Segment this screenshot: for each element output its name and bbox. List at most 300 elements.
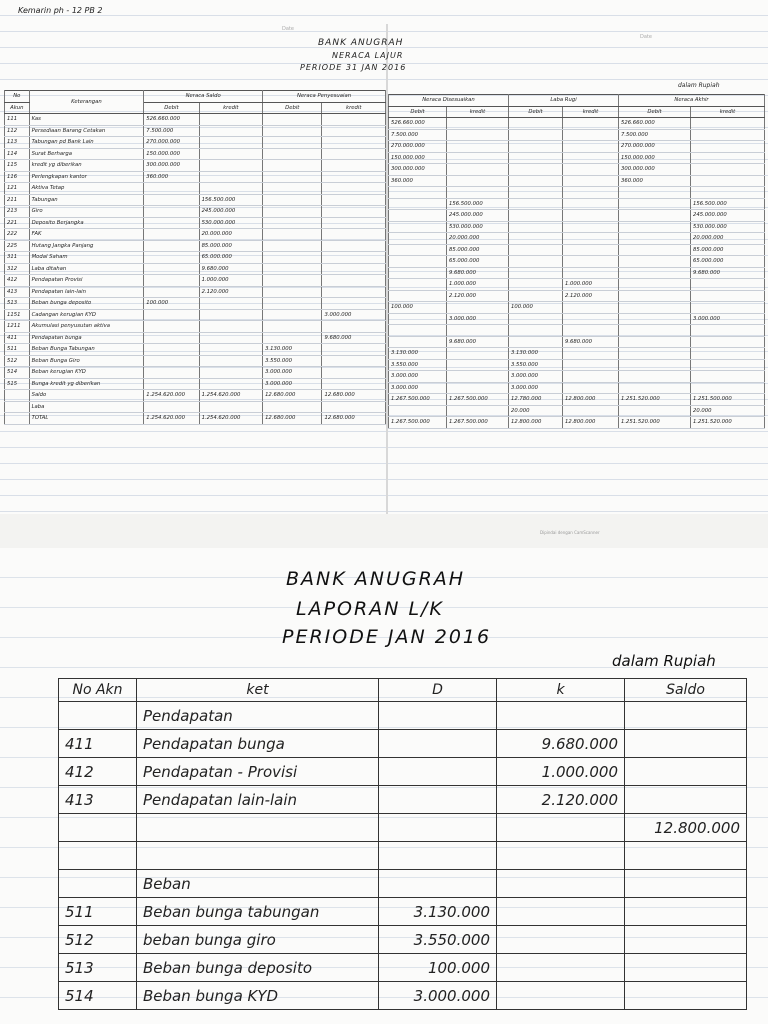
nad-cell — [619, 313, 691, 325]
worksheet-row — [5, 183, 386, 195]
lrd-cell — [509, 198, 563, 210]
account-no-cell: 114 — [5, 148, 30, 160]
worksheet-row — [389, 164, 765, 176]
account-no-cell: 116 — [5, 171, 30, 183]
lk-debit-cell: 3.000.000 — [379, 982, 497, 1010]
ay-kredit-cell — [322, 125, 386, 137]
lrd-cell: 3.000.000 — [509, 371, 563, 383]
nad-cell — [619, 325, 691, 337]
ay-kredit-cell — [322, 114, 386, 126]
ns-debit-cell: 526.660.000 — [144, 114, 199, 126]
nak-cell — [691, 118, 765, 130]
ay-debit-cell — [263, 206, 322, 218]
lrk-cell — [563, 210, 619, 222]
nak-cell: 156.500.000 — [691, 198, 765, 210]
ns-debit-cell — [144, 240, 199, 252]
lk-debit-cell — [379, 758, 497, 786]
ay-kredit-cell — [322, 206, 386, 218]
blank-cell — [5, 390, 30, 402]
ns-debit-cell — [144, 183, 199, 195]
ndk-cell — [447, 164, 509, 176]
ay-debit-cell — [263, 148, 322, 160]
nak-cell: 65.000.000 — [691, 256, 765, 268]
total-nad-cell: 1.251.520.000 — [619, 417, 691, 429]
description-cell: Modal Saham — [29, 252, 144, 264]
lrd-cell — [509, 290, 563, 302]
worksheet-row — [5, 160, 386, 172]
ns-kredit-cell: 530.000.000 — [199, 217, 263, 229]
total-ndd-cell: 1.267.500.000 — [389, 417, 447, 429]
ay-kredit-cell: 3.000.000 — [322, 309, 386, 321]
account-no-cell: 121 — [5, 183, 30, 195]
ws-title-1: BANK ANUGRAH — [318, 38, 404, 48]
income-row — [59, 842, 747, 870]
lrd-cell — [509, 279, 563, 291]
lk-title-3: PERIODE JAN 2016 — [282, 626, 492, 648]
description-cell: Surat Berharga — [29, 148, 144, 160]
laba-row — [5, 401, 386, 413]
lk-saldo-cell — [625, 702, 747, 730]
ns-kredit-cell: 20.000.000 — [199, 229, 263, 241]
worksheet-row — [5, 229, 386, 241]
worksheet-row — [5, 217, 386, 229]
ndk-cell — [447, 152, 509, 164]
ay-kredit-cell — [322, 183, 386, 195]
lrk-cell — [563, 152, 619, 164]
hdr-nd-kredit: kredit — [447, 106, 509, 118]
ws-title-2: NERACA LAJUR — [332, 51, 404, 60]
lk-debit-cell — [379, 814, 497, 842]
nad-cell — [619, 233, 691, 245]
lrk-cell — [563, 175, 619, 187]
ndk-cell — [447, 325, 509, 337]
ndd-cell — [389, 267, 447, 279]
ns-kredit-cell — [199, 355, 263, 367]
lk-kredit-cell — [497, 870, 625, 898]
nak-cell: 245.000.000 — [691, 210, 765, 222]
description-cell: Persediaan Barang Cetakan — [29, 125, 144, 137]
nad-cell — [619, 382, 691, 394]
lk-saldo-cell — [625, 926, 747, 954]
ndk-cell: 9.680.000 — [447, 336, 509, 348]
scanner-watermark: Dipindai dengan CamScanner — [540, 530, 600, 535]
nak-cell: 3.000.000 — [691, 313, 765, 325]
lrk-cell — [563, 325, 619, 337]
blank-cell — [5, 413, 30, 425]
ws-currency: dalam Rupiah — [678, 82, 720, 89]
ndk-cell: 1.000.000 — [447, 279, 509, 291]
worksheet-row — [5, 148, 386, 160]
ay-kredit-cell — [322, 217, 386, 229]
nak-cell — [691, 129, 765, 141]
lk-kredit-cell — [497, 926, 625, 954]
ns-debit-cell — [144, 344, 199, 356]
ndk-cell: 65.000.000 — [447, 256, 509, 268]
ay-debit-cell: 3.000.000 — [263, 367, 322, 379]
lk-akun-cell — [59, 870, 137, 898]
ay-kredit-cell — [322, 321, 386, 333]
hdr-ns-kredit: kredit — [199, 102, 263, 114]
ndd-cell: 526.660.000 — [389, 118, 447, 130]
lk-saldo-cell: 12.800.000 — [625, 814, 747, 842]
ay-debit-cell — [263, 332, 322, 344]
lk-hdr-ket: ket — [137, 679, 379, 702]
lrd-cell: 3.000.000 — [509, 382, 563, 394]
lk-akun-cell: 511 — [59, 898, 137, 926]
lk-title-2: LAPORAN L/K — [296, 598, 444, 620]
ndk-cell — [447, 141, 509, 153]
hdr-no: No — [5, 91, 30, 103]
ndd-cell — [389, 256, 447, 268]
account-no-cell: 222 — [5, 229, 30, 241]
lk-kredit-cell: 2.120.000 — [497, 786, 625, 814]
total-row — [5, 413, 386, 425]
worksheet-row — [389, 279, 765, 291]
hdr-ay-kredit: kredit — [322, 102, 386, 114]
lk-kredit-cell — [497, 954, 625, 982]
lrk-cell — [563, 359, 619, 371]
ns-kredit-cell — [199, 309, 263, 321]
lrd-cell — [509, 267, 563, 279]
worksheet-row — [389, 187, 765, 199]
ay-debit-cell — [263, 321, 322, 333]
worksheet-row — [5, 194, 386, 206]
ns-debit-cell — [144, 286, 199, 298]
description-cell: FAK — [29, 229, 144, 241]
ay-kredit-cell: 9.680.000 — [322, 332, 386, 344]
nak-cell — [691, 325, 765, 337]
description-cell: Tabungan — [29, 194, 144, 206]
income-row — [59, 954, 747, 982]
laba-row — [389, 405, 765, 417]
account-no-cell: 515 — [5, 378, 30, 390]
worksheet-row — [389, 359, 765, 371]
lk-ket-cell — [137, 842, 379, 870]
ay-debit-cell: 3.550.000 — [263, 355, 322, 367]
ay-debit-cell — [263, 298, 322, 310]
worksheet-row — [389, 244, 765, 256]
ay-debit-cell — [263, 286, 322, 298]
lk-currency: dalam Rupiah — [612, 652, 716, 670]
ay-kredit-cell — [322, 160, 386, 172]
ns-debit-cell: 300.000.000 — [144, 160, 199, 172]
ns-kredit-cell: 1.000.000 — [199, 275, 263, 287]
ndk-cell: 20.000.000 — [447, 233, 509, 245]
ndd-cell — [389, 244, 447, 256]
ay-kredit-cell — [322, 148, 386, 160]
laba-nad-cell — [619, 405, 691, 417]
account-no-cell: 514 — [5, 367, 30, 379]
ndd-cell: 360.000 — [389, 175, 447, 187]
ndd-cell: 3.130.000 — [389, 348, 447, 360]
lrd-cell — [509, 152, 563, 164]
nad-cell — [619, 198, 691, 210]
nad-cell — [619, 336, 691, 348]
description-cell: Akumulasi penyusutan aktiva — [29, 321, 144, 333]
ay-debit-cell — [263, 229, 322, 241]
nad-cell — [619, 221, 691, 233]
lk-saldo-cell — [625, 870, 747, 898]
ns-kredit-cell: 9.680.000 — [199, 263, 263, 275]
lk-akun-cell: 413 — [59, 786, 137, 814]
ndk-cell: 2.120.000 — [447, 290, 509, 302]
nad-cell — [619, 290, 691, 302]
saldo-ayk-cell: 12.680.000 — [322, 390, 386, 402]
account-no-cell: 221 — [5, 217, 30, 229]
ndd-cell: 150.000.000 — [389, 152, 447, 164]
lrk-cell — [563, 118, 619, 130]
worksheet-row — [5, 263, 386, 275]
account-no-cell: 412 — [5, 275, 30, 287]
lrd-cell — [509, 256, 563, 268]
worksheet-row — [5, 252, 386, 264]
worksheet-row — [389, 210, 765, 222]
saldo-nsd-cell: 1.254.620.000 — [144, 390, 199, 402]
ndk-cell: 85.000.000 — [447, 244, 509, 256]
nak-cell: 20.000.000 — [691, 233, 765, 245]
lk-ket-cell: Pendapatan — [137, 702, 379, 730]
lk-saldo-cell — [625, 982, 747, 1010]
account-no-cell: 1211 — [5, 321, 30, 333]
worksheet-row — [5, 321, 386, 333]
laba-label-cell: Laba — [29, 401, 144, 413]
worksheet-row — [5, 309, 386, 321]
lrk-cell — [563, 302, 619, 314]
account-no-cell: 513 — [5, 298, 30, 310]
lk-akun-cell: 514 — [59, 982, 137, 1010]
nad-cell: 150.000.000 — [619, 152, 691, 164]
ay-debit-cell — [263, 275, 322, 287]
worksheet-row — [389, 313, 765, 325]
ns-debit-cell — [144, 378, 199, 390]
lk-kredit-cell: 1.000.000 — [497, 758, 625, 786]
saldo-nad-cell: 1.251.520.000 — [619, 394, 691, 406]
account-no-cell: 112 — [5, 125, 30, 137]
lk-hdr-saldo: Saldo — [625, 679, 747, 702]
lrd-cell — [509, 233, 563, 245]
ay-kredit-cell — [322, 298, 386, 310]
lrk-cell — [563, 267, 619, 279]
hdr-neraca-akhir: Neraca Akhir — [619, 95, 765, 107]
description-cell: Beban Bunga Giro — [29, 355, 144, 367]
income-row — [59, 898, 747, 926]
ws-title-3: PERIODE 31 JAN 2016 — [300, 63, 407, 72]
ns-kredit-cell — [199, 125, 263, 137]
worksheet-row — [389, 198, 765, 210]
lrd-cell: 3.130.000 — [509, 348, 563, 360]
hdr-lr-kredit: kredit — [563, 106, 619, 118]
description-cell: Hutang Jangka Panjang — [29, 240, 144, 252]
description-cell: Beban bunga deposito — [29, 298, 144, 310]
ay-debit-cell — [263, 217, 322, 229]
ns-debit-cell: 100.000 — [144, 298, 199, 310]
ns-kredit-cell — [199, 298, 263, 310]
laba-nsd-cell — [144, 401, 199, 413]
ns-debit-cell — [144, 309, 199, 321]
saldo-ayd-cell: 12.680.000 — [263, 390, 322, 402]
ns-debit-cell — [144, 206, 199, 218]
ns-kredit-cell: 156.500.000 — [199, 194, 263, 206]
worksheet-row — [5, 137, 386, 149]
ns-kredit-cell — [199, 148, 263, 160]
nad-cell: 300.000.000 — [619, 164, 691, 176]
laba-lrk-cell — [563, 405, 619, 417]
lk-ket-cell: Beban bunga tabungan — [137, 898, 379, 926]
nak-cell — [691, 187, 765, 199]
ndk-cell — [447, 118, 509, 130]
nak-cell — [691, 290, 765, 302]
lrk-cell — [563, 244, 619, 256]
ndd-cell — [389, 210, 447, 222]
lk-hdr-debit: D — [379, 679, 497, 702]
worksheet-row — [389, 141, 765, 153]
date-label: Date — [282, 26, 294, 32]
total-row — [389, 417, 765, 429]
hdr-akun: Akun — [5, 102, 30, 114]
lrd-cell — [509, 325, 563, 337]
ns-debit-cell — [144, 275, 199, 287]
nak-cell: 9.680.000 — [691, 267, 765, 279]
saldo-ndd-cell: 1.267.500.000 — [389, 394, 447, 406]
ndk-cell — [447, 382, 509, 394]
worksheet-row — [5, 344, 386, 356]
income-statement-table — [58, 678, 747, 1010]
worksheet-row — [5, 171, 386, 183]
lrd-cell — [509, 164, 563, 176]
description-cell: Pendapatan bunga — [29, 332, 144, 344]
lk-kredit-cell — [497, 842, 625, 870]
lrd-cell — [509, 141, 563, 153]
income-row — [59, 926, 747, 954]
ay-kredit-cell — [322, 355, 386, 367]
lrd-cell — [509, 221, 563, 233]
lrk-cell — [563, 371, 619, 383]
ns-kredit-cell — [199, 137, 263, 149]
ndk-cell — [447, 371, 509, 383]
lk-saldo-cell — [625, 730, 747, 758]
worksheet-row — [5, 355, 386, 367]
lrk-cell — [563, 187, 619, 199]
nak-cell — [691, 348, 765, 360]
lk-debit-cell — [379, 786, 497, 814]
lk-akun-cell — [59, 814, 137, 842]
ndk-cell: 3.000.000 — [447, 313, 509, 325]
ndd-cell — [389, 221, 447, 233]
saldo-row — [389, 394, 765, 406]
blank-cell — [5, 401, 30, 413]
worksheet-row — [5, 298, 386, 310]
lk-debit-cell: 3.550.000 — [379, 926, 497, 954]
worksheet-row — [5, 240, 386, 252]
ay-debit-cell: 3.130.000 — [263, 344, 322, 356]
ns-kredit-cell: 245.000.000 — [199, 206, 263, 218]
ay-kredit-cell — [322, 344, 386, 356]
nad-cell — [619, 256, 691, 268]
ns-debit-cell: 7.500.000 — [144, 125, 199, 137]
worksheet-row — [389, 336, 765, 348]
saldo-label-cell: Saldo — [29, 390, 144, 402]
worksheet-row — [5, 206, 386, 218]
lrk-cell — [563, 382, 619, 394]
lrd-cell — [509, 129, 563, 141]
ndk-cell: 156.500.000 — [447, 198, 509, 210]
lrd-cell — [509, 244, 563, 256]
nad-cell: 526.660.000 — [619, 118, 691, 130]
lk-saldo-cell — [625, 758, 747, 786]
worksheet-row — [5, 367, 386, 379]
lrd-cell — [509, 118, 563, 130]
hdr-ay-debit: Debit — [263, 102, 322, 114]
total-nsk-cell: 1.254.620.000 — [199, 413, 263, 425]
lk-debit-cell: 3.130.000 — [379, 898, 497, 926]
ns-kredit-cell — [199, 344, 263, 356]
lrk-cell — [563, 348, 619, 360]
income-row — [59, 786, 747, 814]
worksheet-left-table — [4, 90, 386, 425]
ndd-cell — [389, 336, 447, 348]
worksheet-row — [389, 267, 765, 279]
nad-cell — [619, 302, 691, 314]
nad-cell: 360.000 — [619, 175, 691, 187]
lrk-cell — [563, 198, 619, 210]
ndd-cell: 270.000.000 — [389, 141, 447, 153]
lk-akun-cell: 411 — [59, 730, 137, 758]
nak-cell — [691, 302, 765, 314]
ndd-cell: 300.000.000 — [389, 164, 447, 176]
ns-debit-cell — [144, 194, 199, 206]
total-ayd-cell: 12.680.000 — [263, 413, 322, 425]
lk-akun-cell — [59, 842, 137, 870]
saldo-lrd-cell: 12.780.000 — [509, 394, 563, 406]
lrk-cell — [563, 221, 619, 233]
lk-kredit-cell — [497, 702, 625, 730]
account-no-cell: 1151 — [5, 309, 30, 321]
ndk-cell — [447, 129, 509, 141]
ns-kredit-cell: 85.000.000 — [199, 240, 263, 252]
ndd-cell — [389, 279, 447, 291]
income-statement-page — [0, 548, 768, 1024]
lk-ket-cell: Pendapatan - Provisi — [137, 758, 379, 786]
account-no-cell: 111 — [5, 114, 30, 126]
ay-kredit-cell — [322, 229, 386, 241]
ns-kredit-cell — [199, 378, 263, 390]
ay-debit-cell — [263, 263, 322, 275]
lk-kredit-cell — [497, 898, 625, 926]
saldo-nsk-cell: 1.254.620.000 — [199, 390, 263, 402]
lrk-cell: 9.680.000 — [563, 336, 619, 348]
description-cell: Deposito Berjangka — [29, 217, 144, 229]
ay-debit-cell — [263, 194, 322, 206]
nad-cell — [619, 267, 691, 279]
description-cell: Bunga kredit yg diberikan — [29, 378, 144, 390]
worksheet-row — [389, 118, 765, 130]
lk-debit-cell — [379, 730, 497, 758]
ndd-cell — [389, 325, 447, 337]
nak-cell — [691, 382, 765, 394]
nak-cell — [691, 371, 765, 383]
account-no-cell: 511 — [5, 344, 30, 356]
ay-debit-cell — [263, 171, 322, 183]
worksheet-row — [389, 302, 765, 314]
ndd-cell — [389, 233, 447, 245]
worksheet-row — [389, 382, 765, 394]
nak-cell — [691, 359, 765, 371]
ndd-cell: 3.550.000 — [389, 359, 447, 371]
nak-cell: 530.000.000 — [691, 221, 765, 233]
ay-kredit-cell — [322, 137, 386, 149]
laba-ndk-cell — [447, 405, 509, 417]
hdr-laba-rugi: Laba Rugi — [509, 95, 619, 107]
